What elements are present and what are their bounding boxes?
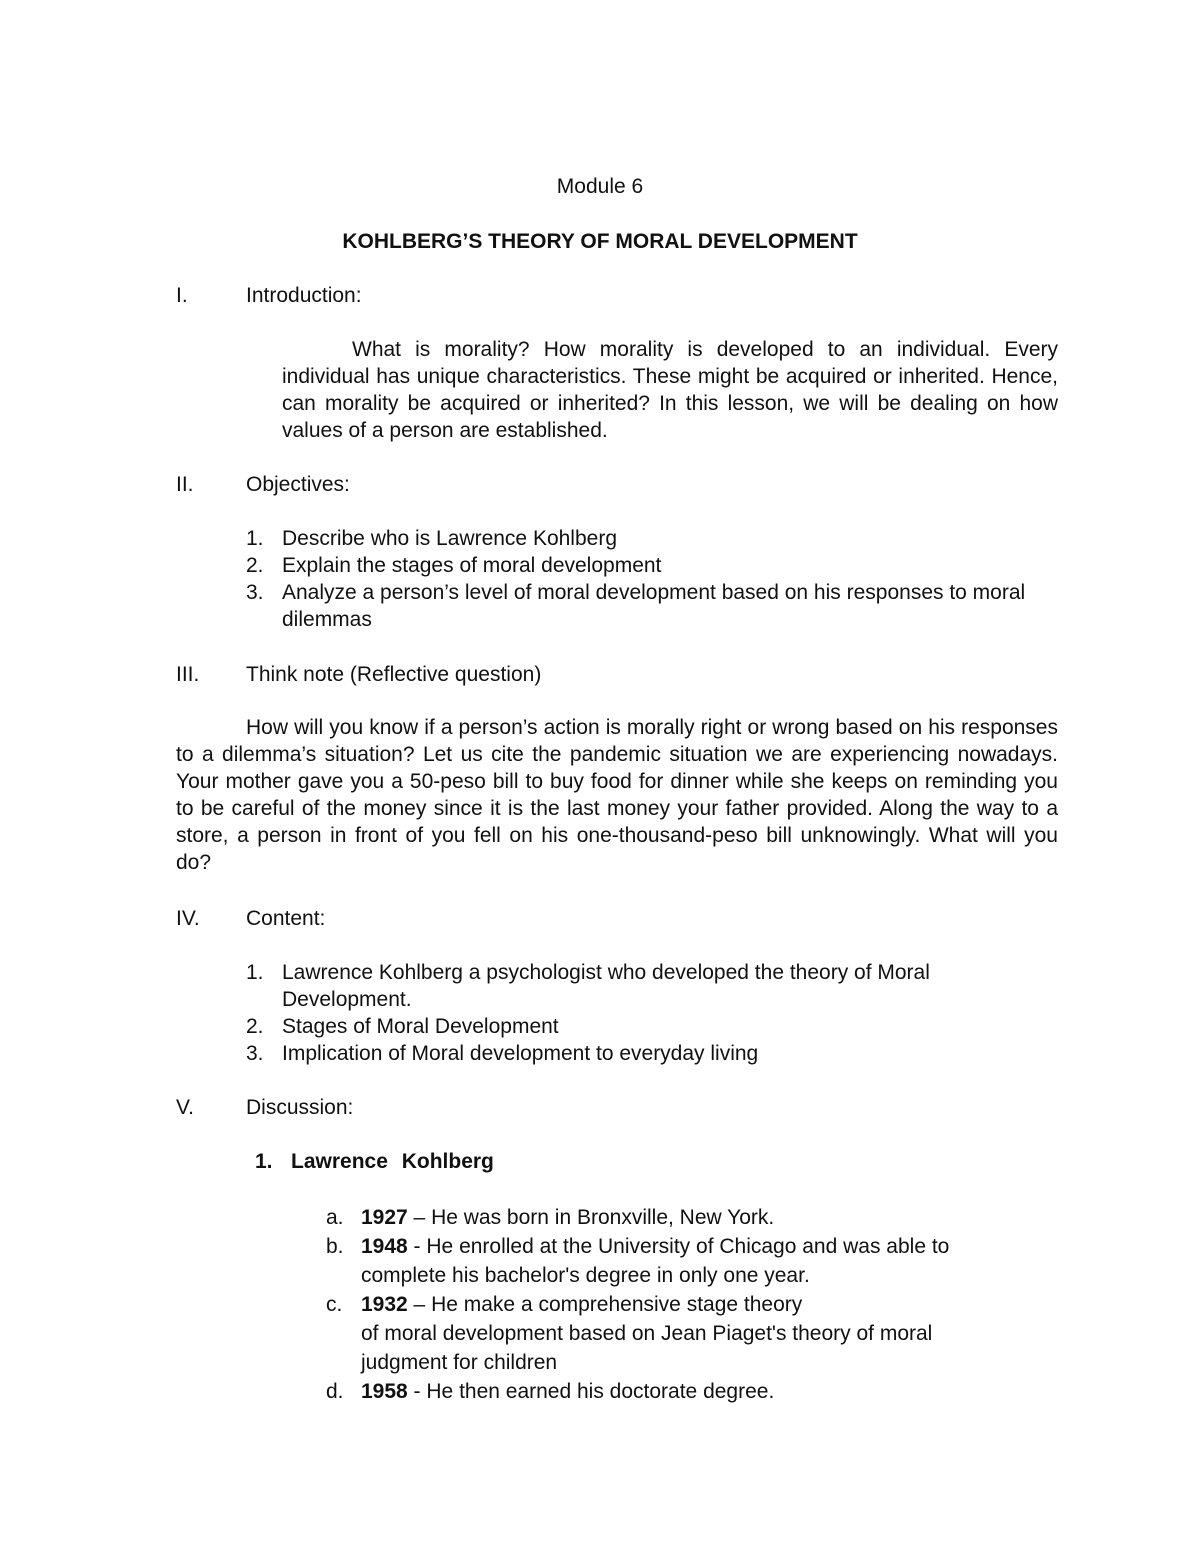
- section-numeral: I.: [176, 284, 188, 307]
- timeline-item: [326, 1203, 1046, 1232]
- section-heading-text: Think note (Reflective question): [246, 663, 542, 686]
- list-item-text: Analyze a person’s level of moral development based on his responses to moral dilemmas: [282, 581, 1026, 631]
- timeline-year: 1948: [361, 1235, 408, 1258]
- timeline-year: 1932: [361, 1293, 408, 1316]
- timeline-year: 1958: [361, 1380, 408, 1403]
- list-marker: c.: [326, 1293, 343, 1316]
- list-item: [246, 1013, 1076, 1040]
- timeline-text: He then earned his doctorate degree.: [426, 1380, 775, 1403]
- subheading-text: Lawrence Kohlberg: [291, 1150, 494, 1173]
- section-numeral: III.: [176, 663, 200, 686]
- list-marker: 1.: [246, 961, 264, 984]
- list-item: [246, 1040, 1076, 1067]
- kohlberg-timeline-list: [326, 1203, 1046, 1406]
- section-numeral: II.: [176, 473, 194, 496]
- section-heading-discussion: [176, 1094, 1076, 1121]
- timeline-text: He make a comprehensive stage theory: [431, 1293, 803, 1316]
- list-marker: 2.: [246, 554, 264, 577]
- list-marker: 1.: [246, 527, 264, 550]
- timeline-text-continued: of moral development based on Jean Piaget's theory of moral judgment for children: [361, 1322, 933, 1374]
- section-heading-content: [176, 905, 1076, 932]
- section-heading-text: Objectives:: [246, 473, 350, 496]
- list-item-text: Lawrence Kohlberg a psychologist who developed the theory of Moral Development.: [282, 961, 930, 1011]
- section-heading-text: Content:: [246, 907, 326, 930]
- think-note-text: How will you know if a person’s action is morally right or wrong based on his responses to a dilemma’s situation? Let us cite the pandemic situation we are experiencing nowadays. Your mother gave you a 50-peso bill to buy food for dinner while she keeps on reminding you to be careful of the money since it is the last money your father provided. Along the way to a store, a person in front of you fell on his one-thousand-peso bill unknowingly. What will you do?: [176, 716, 1058, 874]
- introduction-paragraph: [282, 336, 1058, 444]
- list-marker: 2.: [246, 1015, 264, 1038]
- module-label: Module 6: [556, 175, 644, 198]
- timeline-item: [326, 1232, 1021, 1290]
- list-item-text: Implication of Moral development to everyday living: [282, 1042, 759, 1065]
- objectives-list: [246, 525, 1076, 633]
- content-list: [246, 959, 1076, 1067]
- list-marker: d.: [326, 1380, 344, 1403]
- list-item: [246, 552, 1076, 579]
- section-heading-introduction: [176, 282, 1076, 309]
- timeline-separator: –: [407, 1293, 432, 1316]
- timeline-text: He was born in Bronxville, New York.: [431, 1206, 775, 1229]
- timeline-item: [326, 1290, 1046, 1377]
- page-title: KOHLBERG’S THEORY OF MORAL DEVELOPMENT: [342, 230, 858, 253]
- list-marker: b.: [326, 1235, 344, 1258]
- section-heading-text: Discussion:: [246, 1096, 354, 1119]
- list-marker: a.: [326, 1206, 344, 1229]
- timeline-item: [326, 1377, 1046, 1406]
- section-heading-objectives: [176, 471, 1076, 498]
- list-item-text: Explain the stages of moral development: [282, 554, 662, 577]
- section-numeral: V.: [176, 1096, 194, 1119]
- list-item: [246, 579, 1076, 633]
- introduction-text: What is morality? How morality is developed to an individual. Every individual has unique characteristics. These might be acquired or inherited. Hence, can morality be acquired or inherited? In this lesson, we will be dealing on how values of a person are established.: [282, 338, 1058, 442]
- list-marker: 3.: [246, 581, 264, 604]
- timeline-text: He enrolled at the University of Chicago and was able to complete his bachelor's degree in only one year.: [361, 1235, 950, 1287]
- section-heading-text: Introduction:: [246, 284, 362, 307]
- section-heading-think-note: [176, 661, 1076, 688]
- list-item-text: Describe who is Lawrence Kohlberg: [282, 527, 618, 550]
- subheading-marker: 1.: [255, 1150, 273, 1173]
- list-item-text: Stages of Moral Development: [282, 1015, 559, 1038]
- list-item: [246, 959, 1076, 1013]
- timeline-separator: –: [407, 1206, 432, 1229]
- discussion-subheading: [255, 1148, 494, 1175]
- list-item: [246, 525, 1076, 552]
- list-marker: 3.: [246, 1042, 264, 1065]
- timeline-separator: -: [407, 1235, 427, 1258]
- think-note-paragraph: [176, 714, 1058, 876]
- timeline-separator: -: [407, 1380, 427, 1403]
- timeline-year: 1927: [361, 1206, 408, 1229]
- section-numeral: IV.: [176, 907, 200, 930]
